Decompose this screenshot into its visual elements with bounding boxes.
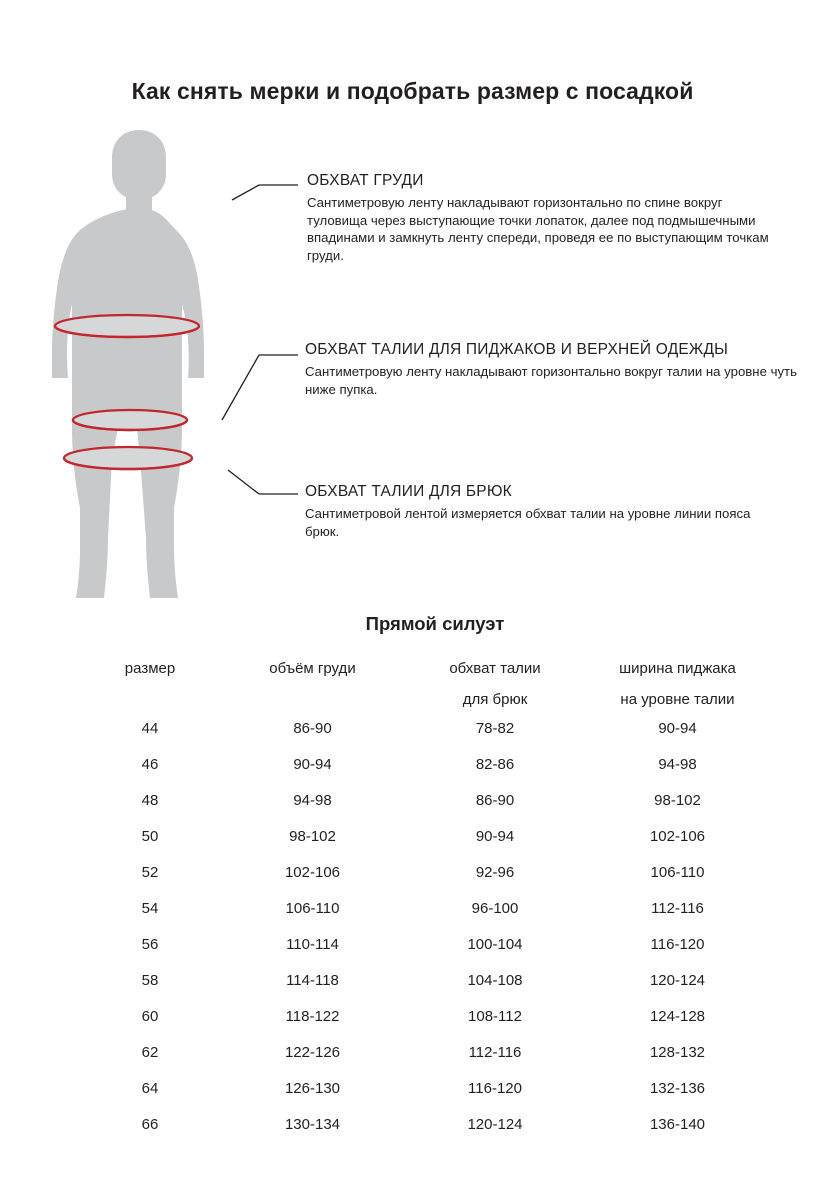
table-row (80, 1070, 770, 1106)
measurement-cell: 82-86 (475, 755, 515, 773)
callout-chest-title: ОБХВАТ ГРУДИ (307, 172, 424, 189)
table-row (80, 962, 770, 998)
measurement-cell: 90-94 (293, 755, 332, 773)
tape-measure-waist-trousers (64, 447, 192, 469)
measurement-cell: 78-82 (475, 719, 515, 737)
callout-chest (307, 172, 777, 264)
page-title: Как снять мерки и подобрать размер с посадкой (131, 78, 694, 104)
table-row (80, 890, 770, 926)
callout-waist-jacket-body: Сантиметровую ленту накладывают горизонтально вокруг талии на уровне чуть ниже пупка. (305, 364, 797, 397)
size-cell: 64 (141, 1079, 159, 1097)
size-cell: 44 (141, 719, 159, 737)
size-cell: 50 (141, 827, 159, 845)
measurement-cell: 116-120 (468, 1079, 522, 1097)
table-row (80, 710, 770, 746)
measurement-cell: 102-106 (284, 863, 341, 881)
tape-measure-waist-jacket (73, 410, 187, 430)
measurement-cell: 136-140 (649, 1115, 706, 1133)
table-header-row (80, 660, 770, 710)
table-row (80, 1034, 770, 1070)
table-row (80, 818, 770, 854)
measurement-cell: 116-120 (650, 935, 705, 953)
table-header-main: объём груди (269, 660, 356, 677)
table-header-main: размер (124, 660, 176, 677)
measurement-cell: 104-108 (467, 971, 523, 989)
measurement-cell: 128-132 (649, 1043, 706, 1061)
callout-waist-trousers-title: ОБХВАТ ТАЛИИ ДЛЯ БРЮК (305, 483, 512, 500)
measurement-cell: 98-102 (654, 791, 701, 809)
table-header-cell (220, 660, 405, 710)
table-header-cell (405, 660, 585, 710)
measurement-cell: 86-90 (475, 791, 515, 809)
measurement-cell: 120-124 (467, 1115, 523, 1133)
measurement-cell: 132-136 (649, 1079, 706, 1097)
table-row (80, 1106, 770, 1142)
measurement-cell: 102-106 (649, 827, 706, 845)
measurement-cell: 114-118 (286, 971, 339, 989)
table-header-cell (80, 660, 220, 710)
table-row (80, 998, 770, 1034)
table-row (80, 854, 770, 890)
size-cell: 48 (141, 791, 159, 809)
table-header-main: обхват талии (449, 660, 541, 677)
measurement-cell: 94-98 (293, 791, 332, 809)
size-cell: 56 (141, 935, 159, 953)
measurement-cell: 96-100 (471, 899, 519, 917)
size-cell: 54 (141, 899, 159, 917)
table-title: Прямой силуэт (365, 613, 505, 634)
callout-waist-jacket (305, 341, 805, 398)
measurement-cell: 118-122 (285, 1007, 340, 1025)
table-header-main: ширина пиджака (619, 660, 736, 677)
callout-chest-body: Сантиметровую ленту накладывают горизонтально по спине вокруг туловища через выступающие точки лопаток, далее под подмышечными впадинами и замкнуть ленту спереди, проведя ее по выступающим точкам груди. (307, 195, 769, 263)
table-header-sub: на уровне талии (620, 691, 735, 708)
measurement-cell: 90-94 (658, 719, 697, 737)
measurement-cell: 112-116 (468, 1043, 522, 1061)
callout-waist-jacket-title: ОБХВАТ ТАЛИИ ДЛЯ ПИДЖАКОВ И ВЕРХНЕЙ ОДЕЖДЫ (305, 341, 729, 358)
measurement-cell: 120-124 (649, 971, 706, 989)
measurement-cell: 130-134 (284, 1115, 341, 1133)
size-cell: 46 (141, 755, 159, 773)
callout-waist-trousers (305, 483, 775, 540)
measurement-cell: 112-116 (651, 899, 704, 917)
table-row (80, 926, 770, 962)
measurement-cell: 126-130 (284, 1079, 341, 1097)
size-cell: 62 (141, 1043, 159, 1061)
size-cell: 60 (141, 1007, 159, 1025)
male-torso-silhouette (52, 130, 204, 598)
measurement-cell: 110-114 (286, 935, 339, 953)
measurement-cell: 106-110 (285, 899, 340, 917)
measurement-cell: 90-94 (475, 827, 515, 845)
measurement-cell: 108-112 (468, 1007, 522, 1025)
size-cell: 52 (141, 863, 159, 881)
table-header-sub: для брюк (462, 691, 528, 708)
tape-measure-chest (55, 315, 199, 337)
measurement-cell: 86-90 (293, 719, 332, 737)
measurement-cell: 122-126 (284, 1043, 341, 1061)
table-row (80, 782, 770, 818)
measurement-cell: 106-110 (650, 863, 705, 881)
size-cell: 58 (141, 971, 159, 989)
table-header-cell (585, 660, 770, 710)
measurement-cell: 94-98 (658, 755, 697, 773)
measurement-cell: 100-104 (467, 935, 523, 953)
measurement-cell: 124-128 (649, 1007, 706, 1025)
measurement-cell: 92-96 (475, 863, 515, 881)
table-row (80, 746, 770, 782)
measurement-cell: 98-102 (289, 827, 336, 845)
measurement-figure (20, 128, 270, 603)
callout-waist-trousers-body: Сантиметровой лентой измеряется обхват талии на уровне линии пояса брюк. (305, 506, 751, 539)
size-cell: 66 (141, 1115, 159, 1133)
size-table (80, 660, 770, 1142)
